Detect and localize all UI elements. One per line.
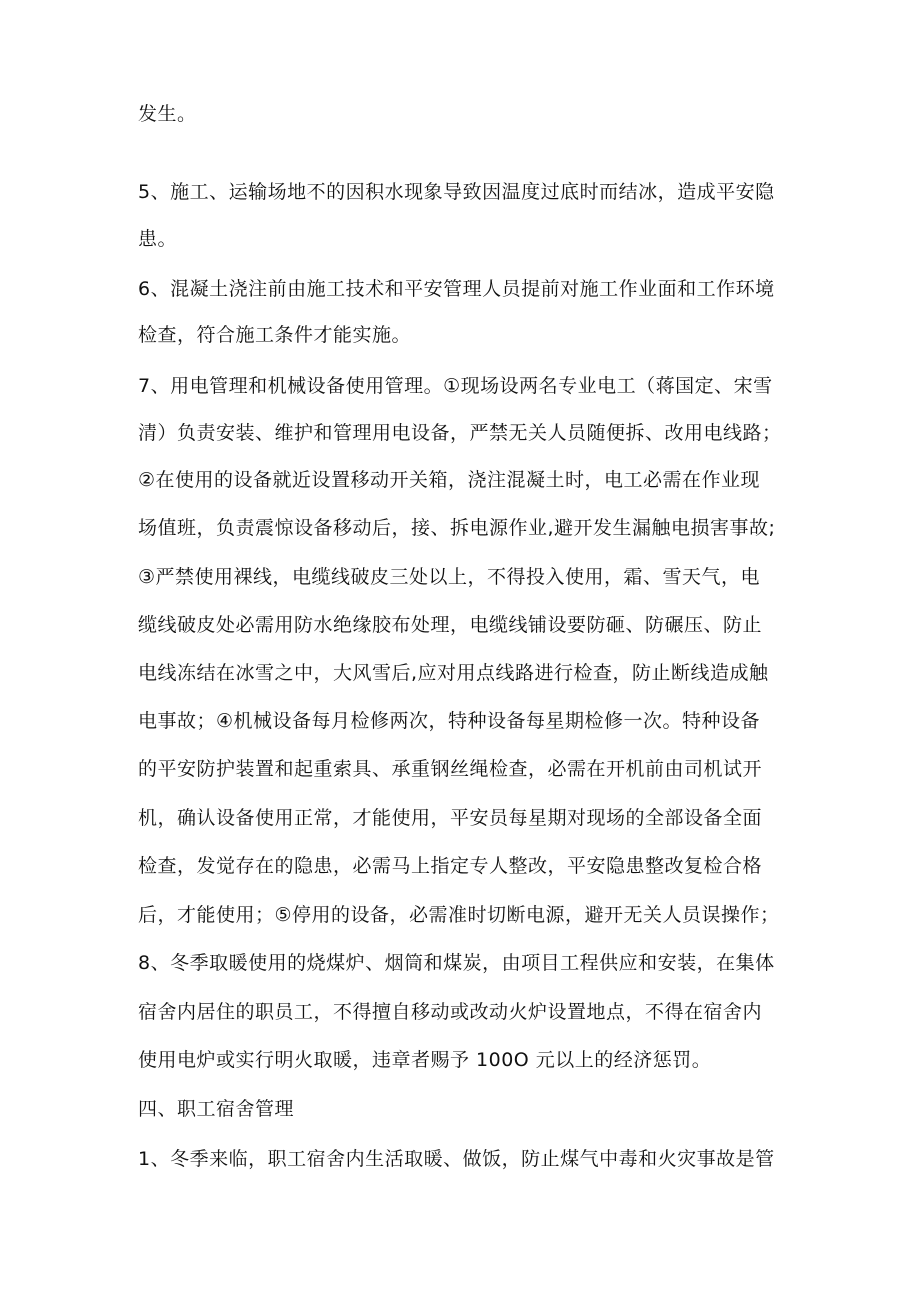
- text-line: 电事故；④机械设备每月检修两次，特种设备每星期检修一次。特种设备: [138, 710, 761, 732]
- section-heading: 四、职工宿舍管理: [138, 1098, 295, 1120]
- text-line: 缆线破皮处必需用防水绝缘胶布处理，电缆线铺设要防砸、防碾压、防止: [138, 614, 763, 636]
- text-line: 场值班，负责震惊设备移动后，接、拆电源作业,避开发生漏触电损害事故;: [138, 517, 776, 539]
- text-line: 宿舍内居住的职员工，不得擅自移动或改动火炉设置地点，不得在宿舍内: [138, 1001, 763, 1023]
- text-line: 1、冬季来临，职工宿舍内生活取暖、做饭，防止煤气中毒和火灾事故是管: [138, 1148, 775, 1170]
- text-line: 检查，发觉存在的隐患，必需马上指定专人整改，平安隐患整改复检合格: [138, 855, 763, 877]
- text-line: 电线冻结在冰雪之中，大风雪后,应对用点线路进行检查，防止断线造成触: [138, 662, 769, 684]
- text-line: 发生。: [138, 103, 197, 125]
- text-line: 5、施工、运输场地不的因积水现象导致因温度过底时而结冰，造成平安隐: [138, 181, 775, 203]
- text-line: 清）负责安装、维护和管理用电设备，严禁无关人员随便拆、改用电线路；: [138, 422, 782, 444]
- text-line: 的平安防护装置和起重索具、承重钢丝绳检查，必需在开机前由司机试开: [138, 758, 763, 780]
- text-line: 后，才能使用；⑤停用的设备，必需准时切断电源，避开无关人员误操作；: [138, 904, 780, 926]
- text-line: ②在使用的设备就近设置移动开关箱，浇注混凝土时，电工必需在作业现: [138, 469, 761, 491]
- text-line: 6、混凝土浇注前由施工技术和平安管理人员提前对施工作业面和工作环境: [138, 278, 775, 300]
- text-line: 7、用电管理和机械设备使用管理。①现场设两名专业电工（蒋国定、宋雪: [138, 375, 773, 397]
- text-line: 患。: [138, 228, 178, 250]
- text-line: 机，确认设备使用正常，才能使用，平安员每星期对现场的全部设备全面: [138, 807, 763, 829]
- text-line: 检查，符合施工条件才能实施。: [138, 324, 412, 346]
- text-line: 使用电炉或实行明火取暖，违章者赐予 100O 元以上的经济惩罚。: [138, 1049, 712, 1071]
- text-line: ③严禁使用裸线，电缆线破皮三处以上，不得投入使用，霜、雪天气，电: [138, 566, 761, 588]
- text-line: 8、冬季取暖使用的烧煤炉、烟筒和煤炭，由项目工程供应和安装，在集体: [138, 952, 775, 974]
